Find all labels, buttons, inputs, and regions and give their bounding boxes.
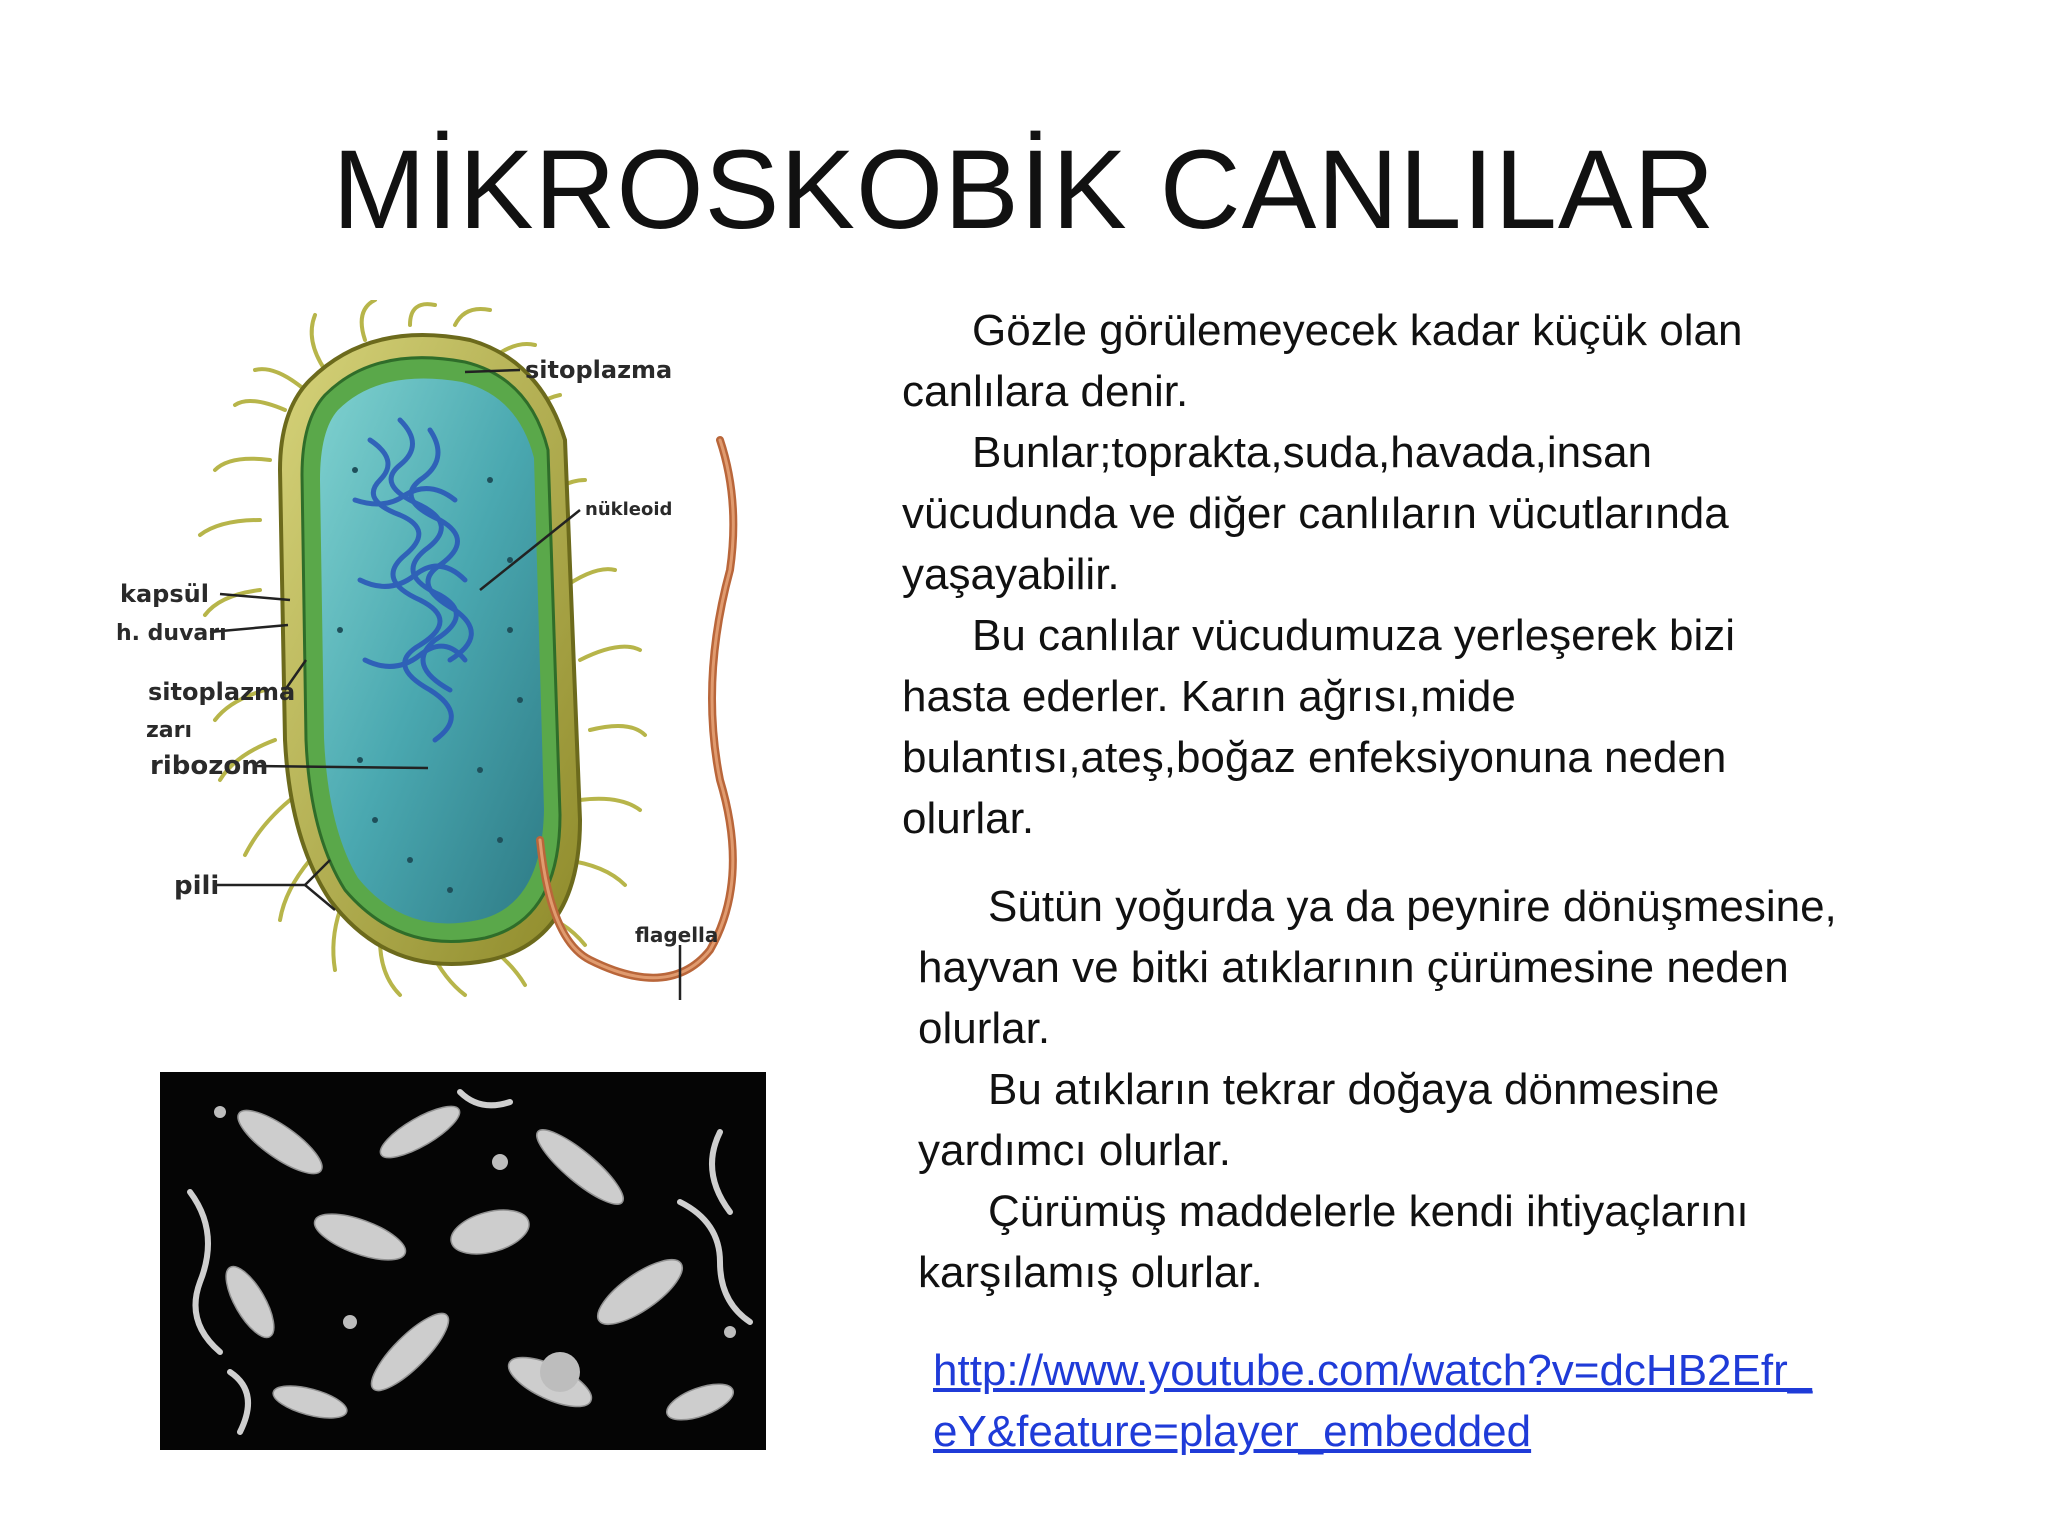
- microorganisms-photo: [160, 1072, 766, 1450]
- label-flagella: flagella: [635, 923, 719, 947]
- text-line: Sütün yoğurda ya da peynire dönüşmesine,: [988, 882, 1837, 931]
- label-kapsul: kapsül: [120, 580, 209, 608]
- text-line: hasta ederler. Karın ağrısı,mide: [902, 672, 1516, 721]
- label-sitoplazma-zari-1: sitoplazma: [148, 678, 296, 706]
- text-line: Bu atıkların tekrar doğaya dönmesine: [988, 1065, 1720, 1114]
- paragraph-4: [918, 876, 1928, 1059]
- text-line: bulantısı,ateş,boğaz enfeksiyonuna neden: [902, 733, 1727, 782]
- description-block-1: [902, 300, 1832, 849]
- text-line: vücudunda ve diğer canlıların vücutlarında: [902, 489, 1729, 538]
- text-line: Gözle görülemeyecek kadar küçük olan: [972, 306, 1743, 355]
- label-sitoplazma-top: sitoplazma: [525, 356, 673, 384]
- label-h-duvari: h. duvarı: [116, 621, 227, 646]
- label-sitoplazma-zari-2: zarı: [146, 718, 193, 743]
- link-line-2[interactable]: eY&feature=player_embedded: [933, 1407, 1532, 1456]
- paragraph-6: [918, 1181, 1928, 1303]
- label-pili: pili: [174, 871, 220, 901]
- description-block-2: [918, 876, 1928, 1303]
- text-line: Bu canlılar vücudumuza yerleşerek bizi: [972, 611, 1736, 660]
- text-line: yaşayabilir.: [902, 550, 1120, 599]
- label-nukleoid: nükleoid: [585, 499, 673, 520]
- text-line: olurlar.: [918, 1004, 1051, 1053]
- paragraph-3: [902, 605, 1832, 849]
- link-line-1[interactable]: http://www.youtube.com/watch?v=dcHB2Efr_: [933, 1346, 1813, 1395]
- youtube-link[interactable]: [933, 1340, 1933, 1462]
- text-line: Çürümüş maddelerle kendi ihtiyaçlarını: [988, 1187, 1749, 1236]
- label-ribozom: ribozom: [150, 751, 269, 781]
- text-line: Bunlar;toprakta,suda,havada,insan: [972, 428, 1653, 477]
- paragraph-1: [902, 300, 1832, 422]
- text-line: karşılamış olurlar.: [918, 1248, 1263, 1297]
- paragraph-2: [902, 422, 1832, 605]
- text-line: olurlar.: [902, 794, 1035, 843]
- text-line: canlılara denir.: [902, 367, 1189, 416]
- text-line: yardımcı olurlar.: [918, 1126, 1231, 1175]
- text-line: hayvan ve bitki atıklarının çürümesine neden: [918, 943, 1789, 992]
- bacteria-diagram: [110, 300, 810, 1040]
- slide-title: MİKROSKOBİK CANLILAR: [332, 127, 1716, 252]
- paragraph-5: [918, 1059, 1928, 1181]
